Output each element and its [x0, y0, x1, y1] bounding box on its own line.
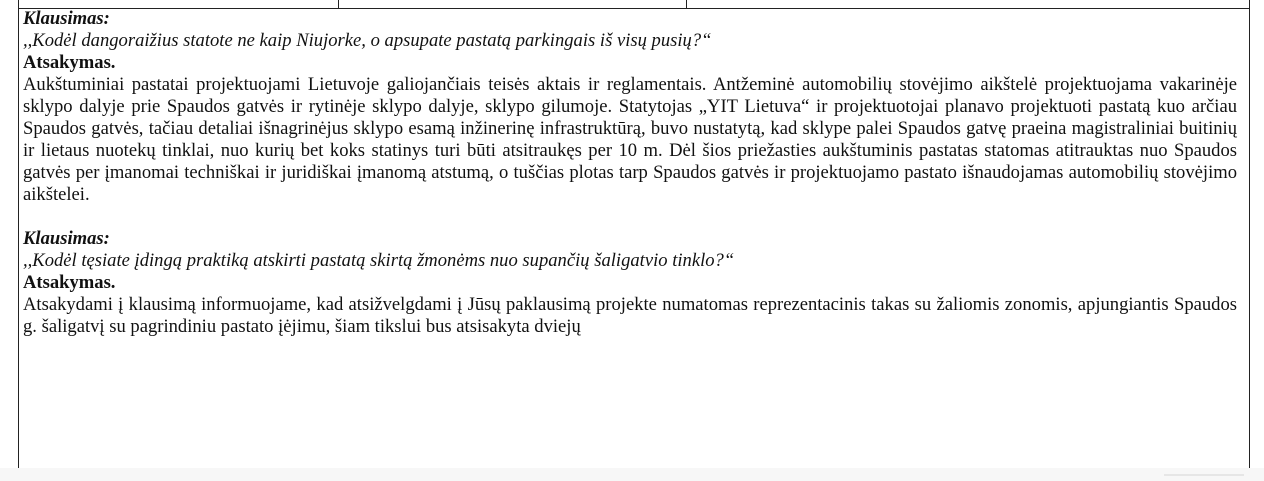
scan-artifact: [1164, 474, 1244, 476]
question-text: ,,Kodėl dangoraižius statote ne kaip Niujorke, o apsupate pastatą parkingais iš visų pusių?“: [23, 30, 712, 51]
qa-block-2: [23, 228, 1237, 338]
block-spacer: [23, 206, 1237, 228]
question-label: Klausimas:: [23, 8, 110, 29]
question-label: Klausimas:: [23, 228, 110, 249]
answer-text: Aukštuminiai pastatai projektuojami Lietuvoje galiojančiais teisės aktais ir reglamentais. Antžeminė automobilių stovėjimo aikštelė projektuojama vakarinėje sklypo dalyje prie Spaudos gatvės ir rytinėje sklypo dalyje, sklypo gilumoje. Statytojas „YIT Lietuva“ ir projektuotojai planavo projektuoti pastatą kuo arčiau Spaudos gatvės, tačiau detaliai išnagrinėjus sklypo esamą inžinerinę infrastruktūrą, buvo nustatytą, kad sklype palei Spaudos gatvę praeina magistraliniai buitinių ir lietaus nuotekų tinklai, nuo kurių bet koks statinys turi būti atsitraukęs per 10 m. Dėl šios priežasties aukštuminis pastatas statomas atitrauktas nuo Spaudos gatvės per įmanomai techniškai ir juridiškai įmanomą atstumą, o tuščias plotas tarp Spaudos gatvės ir projektuojamo pastato išnaudojamas automobilių stovėjimo aikštelei.: [23, 74, 1237, 205]
answer-label: Atsakymas.: [23, 52, 116, 73]
table-column-divider: [18, 0, 19, 8]
page-bottom-margin: [0, 468, 1264, 481]
qa-content: [23, 8, 1237, 338]
answer-label: Atsakymas.: [23, 272, 116, 293]
qa-block-1: [23, 8, 1237, 206]
question-text: ,,Kodėl tęsiate įdingą praktiką atskirti pastatą skirtą žmonėms nuo supančių šaligatvio tinklo?“: [23, 250, 735, 271]
table-column-divider: [1249, 0, 1250, 8]
table-column-divider: [338, 0, 339, 8]
qa-table-cell: [18, 8, 1250, 468]
table-column-divider: [686, 0, 687, 8]
answer-text: Atsakydami į klausimą informuojame, kad atsižvelgdami į Jūsų paklausimą projekte numatomas reprezentacinis takas su žaliomis zonomis, apjungiantis Spaudos g. šaligatvį su pagrindiniu pastato įėjimu, šiam tikslui bus atsisakyta dviejų: [23, 294, 1237, 337]
